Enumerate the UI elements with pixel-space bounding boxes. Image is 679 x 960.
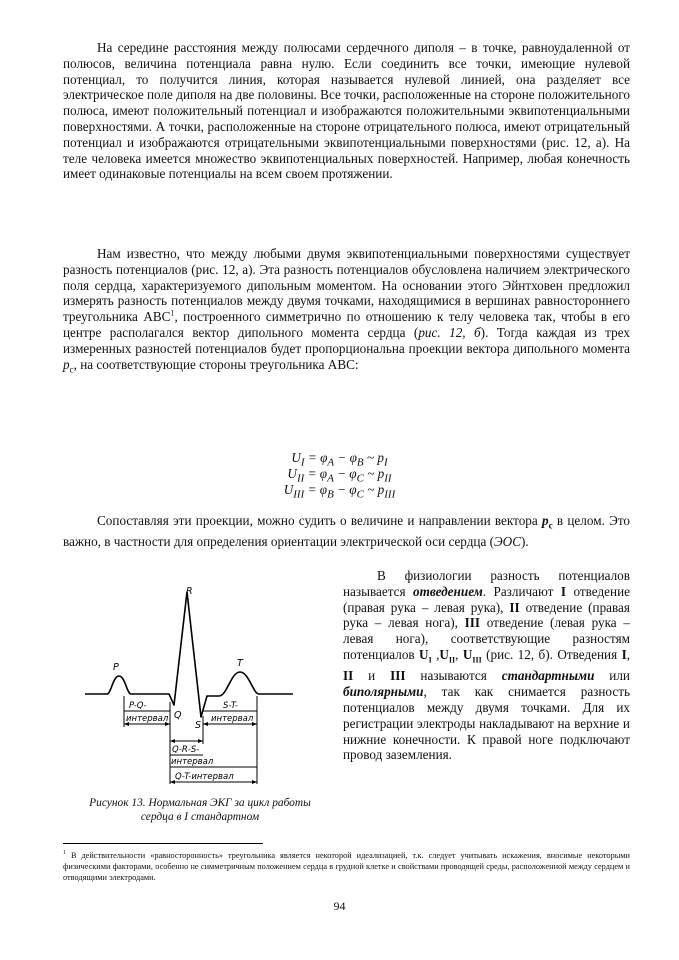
- footnote-divider: [63, 843, 263, 844]
- figure-caption: Рисунок 13. Нормальная ЭКГ за цикл работы сердца в I стандартном: [89, 797, 311, 823]
- label-p-wave: P: [113, 662, 119, 673]
- paragraph-standard-leads: В физиологии разность потенциалов называется отведением. Различают I отведение (правая рука – левая рука), II отведение (правая рука – левая нога), III отведение (левая рука – левая нога), соответствующие разностям потенциалов $U_I$ $,U_{II}$, $U_{III}$ (рис. 12, б). Отведения I, II и III называются стандартными или биполярными, так как снимается разность потенциалов между двумя точками. Для их регистрации электроды накладывают на верхние и нижние конечности. К правой ноге подключают провод заземления.: [343, 568, 631, 763]
- label-qt-interval: Q-T-интервал: [175, 772, 234, 782]
- footnote: $^1$ В действительности «равносторонность» треугольника является некоторой идеализацией, т.к. следует учитывать искажения, вносимые некоторыми физическими факторами, особенно не симметричным положением сердца в грудной клетке и свойствами проводящей среды, расположенной между сердцем и отводящими электродами.: [63, 850, 630, 882]
- ecg-waveform-diagram: [63, 584, 323, 799]
- formula-lead-2: $U_{II} = \varphi_A - \varphi_C$ ~ $p_{II}$: [287, 466, 392, 485]
- label-pq-interval-2: интервал: [126, 714, 169, 724]
- label-qrs-interval-2: интервал: [171, 757, 214, 767]
- label-st-interval-1: S-T-: [223, 701, 238, 711]
- ecg-figure: [63, 584, 323, 829]
- footnote-marker: 1: [170, 308, 175, 318]
- page-number: 94: [333, 899, 346, 913]
- formula-lead-3: $U_{III} = \varphi_B - \varphi_C$ ~ $p_{III}$: [283, 482, 396, 501]
- label-pq-interval-1: P-Q-: [129, 701, 147, 711]
- paragraph-eos: Сопоставляя эти проекции, можно судить о величине и направлении вектора $p_c$ в целом. Это важно, в частности для определения ориентации электрической оси сердца (ЭОС).: [63, 513, 631, 550]
- ecg-trace: [85, 592, 293, 717]
- label-qrs-interval-1: Q-R-S-: [172, 745, 200, 755]
- paragraph-einthoven-triangle: Нам известно, что между любыми двумя эквипотенциальными поверхностями существует разность потенциалов (рис. 12, а). Эта разность потенциалов обусловлена наличием электрического поля сердца, характеризуемого дипольным моментом. На основании этого Эйнтховен предложил измерять разность потенциалов между двумя точками, находящимися в вершинах равностороннего треугольника ABC$^1$, построенного симметрично по отношению к телу человека так, чтобы в его центре располагался вектор дипольного момента сердца (рис. 12, б). Тогда каждая из трех измеренных разностей потенциалов будет пропорциональна проекции вектора дипольного момента $p_c$, на соответствующие стороны треугольника ABC:: [63, 246, 631, 375]
- lead-formulas: [0, 450, 679, 501]
- footnote-number: 1: [63, 850, 66, 857]
- label-q-wave: Q: [174, 710, 182, 721]
- paragraph-dipole-zero-line: На середине расстояния между полюсами сердечного диполя – в точке, равноудаленной от полюсов, величина потенциала равна нулю. Если соединить все точки, имеющие нулевой потенциал, то получится линия, которая называется нулевой линией, она разделяет все электрическое поле диполя на две половины. Все точки, расположенные на стороне положительного полюса, имеют положительный потенциал и изображаются положительными эквипотенциальными поверхностями. А точки, расположенные на стороне отрицательного полюса, имеют отрицательный потенциал и изображаются отрицательными эквипотенциальными поверхностями (рис. 12, а). На теле человека имеется множество эквипотенциальных поверхностей. Например, любая конечность имеет одинаковые потенциалы на всем своем протяжении.: [63, 40, 630, 182]
- label-t-wave: T: [237, 658, 243, 669]
- label-s-wave: S: [195, 720, 202, 731]
- label-st-interval-2: интервал: [211, 714, 254, 724]
- label-r-wave: R: [186, 586, 193, 597]
- formula-lead-1: $U_I = \varphi_A - \varphi_B$ ~ $p_I$: [291, 450, 388, 469]
